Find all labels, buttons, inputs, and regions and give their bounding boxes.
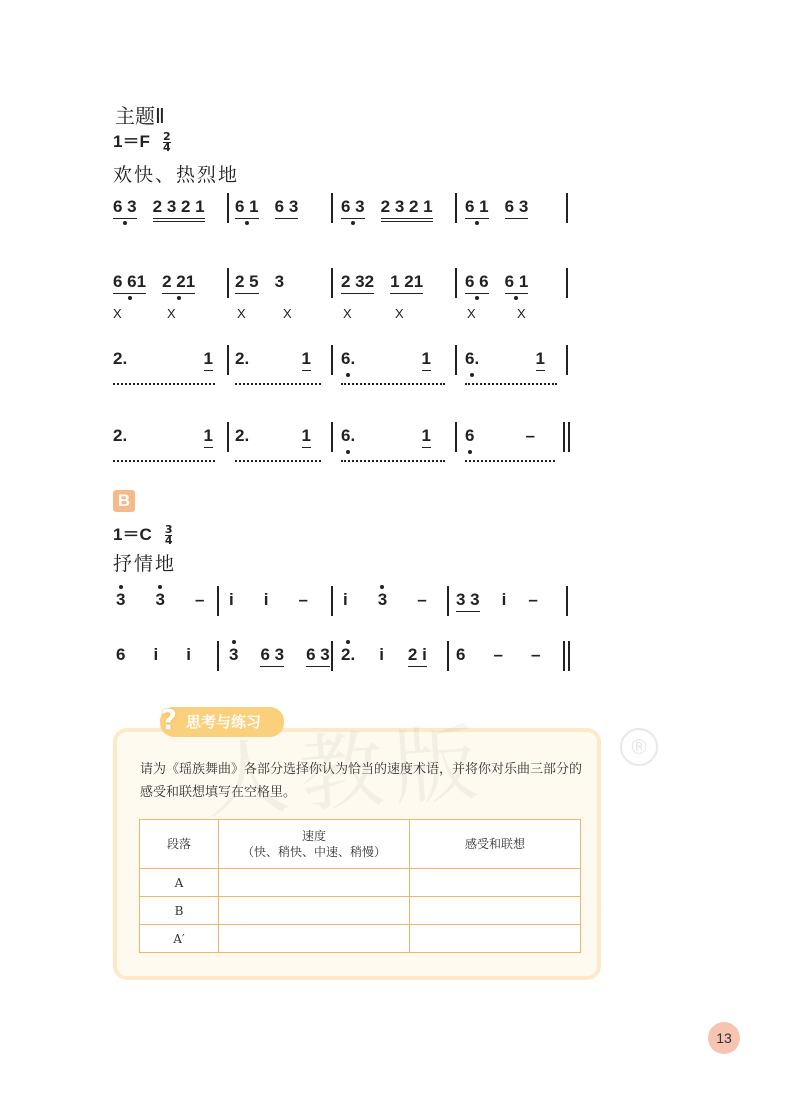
registered-mark: ® <box>620 728 658 766</box>
note-group <box>302 349 311 371</box>
x-mark: X <box>167 306 176 321</box>
header-tempo-line1: 速度 <box>301 829 326 843</box>
measure <box>235 272 284 300</box>
measure <box>116 590 204 618</box>
barline <box>331 586 333 616</box>
note: 6 3 <box>306 645 330 664</box>
note: 1 <box>421 426 431 445</box>
trill-line <box>341 379 445 385</box>
note-group <box>422 349 431 371</box>
score-row-2 <box>113 272 573 342</box>
section-label: A <box>140 869 219 897</box>
time-signature <box>165 525 173 546</box>
note-group <box>162 272 195 294</box>
barline <box>566 345 568 375</box>
note-group <box>306 645 330 667</box>
measure <box>341 197 433 225</box>
note: i <box>501 590 507 609</box>
note: 3 <box>229 645 239 664</box>
x-mark: X <box>237 306 246 321</box>
note: 2 3 2 1 <box>152 197 205 216</box>
note: 2 21 <box>162 272 196 291</box>
barline <box>227 345 229 375</box>
score-row-1 <box>113 197 573 267</box>
note: 6 3 <box>341 197 365 216</box>
note: 6 3 <box>504 197 529 216</box>
feelings-cell[interactable] <box>410 869 581 897</box>
note: 1 <box>421 349 431 368</box>
header-feelings: 感受和联想 <box>410 820 581 869</box>
measure <box>116 645 191 673</box>
barline <box>566 586 568 616</box>
note: 3 3 <box>456 590 480 609</box>
trill-line <box>235 456 321 462</box>
x-mark: X <box>395 306 404 321</box>
note: 6 3 <box>113 197 137 216</box>
trill-line <box>341 456 445 462</box>
barline <box>455 422 457 452</box>
note: i <box>343 590 348 609</box>
note: 2 32 <box>341 272 375 291</box>
x-mark: X <box>283 306 292 321</box>
measure <box>456 645 540 673</box>
note-group <box>390 272 423 294</box>
note-group <box>505 272 529 294</box>
time-signature <box>163 132 171 153</box>
note-group <box>341 197 365 219</box>
note: 2. <box>113 349 128 368</box>
note: 3 <box>155 590 165 609</box>
note: 6 61 <box>113 272 147 291</box>
barline <box>331 641 333 671</box>
note: 1 <box>301 349 311 368</box>
note: 1 <box>535 349 545 368</box>
final-barline <box>568 641 570 671</box>
final-barline <box>568 422 570 452</box>
note: – <box>194 590 205 609</box>
measure <box>229 590 308 618</box>
note: 6 1 <box>235 197 259 216</box>
barline <box>455 193 457 223</box>
note-group <box>456 590 480 612</box>
measure <box>343 590 427 618</box>
note: 6. <box>341 349 356 368</box>
note: 6 <box>116 645 126 664</box>
note: 2. <box>113 426 128 445</box>
note: 2. <box>341 645 356 664</box>
barline <box>566 193 568 223</box>
exercise-question: 请为《瑶族舞曲》各部分选择你认为恰当的速度术语，并将你对乐曲三部分的感受和联想填写在空格里。 <box>140 762 583 800</box>
note: i <box>229 590 234 609</box>
measure <box>341 349 431 377</box>
note: – <box>417 590 427 609</box>
header-tempo-line2: （快、稍快、中速、稍慢） <box>241 845 386 859</box>
meter-numerator: 3 <box>164 523 173 536</box>
note: 6 6 <box>465 272 489 291</box>
theme-title: 主题Ⅱ <box>115 104 165 128</box>
table-row <box>140 869 581 897</box>
table-header-row <box>140 820 581 869</box>
measure <box>341 272 423 300</box>
key-label: 1＝C <box>113 525 152 544</box>
note-group <box>204 349 213 371</box>
x-mark: X <box>343 306 352 321</box>
note: 6. <box>465 349 480 368</box>
note-group <box>260 645 284 667</box>
barline <box>566 268 568 298</box>
note-group <box>465 197 489 219</box>
measure <box>229 645 330 673</box>
measure <box>113 349 213 377</box>
theme-tempo: 欢快、热烈地 <box>113 164 240 186</box>
note: 1 <box>203 349 213 368</box>
note: i <box>186 645 191 664</box>
note-group <box>153 197 205 222</box>
measure <box>465 197 528 225</box>
note: 6 3 <box>274 197 299 216</box>
section-label: B <box>140 897 219 925</box>
note: 2 i <box>407 645 427 664</box>
header-section: 段落 <box>140 820 219 869</box>
measure <box>235 197 298 225</box>
note: 3 <box>274 272 285 291</box>
trill-line <box>235 379 321 385</box>
note-group <box>341 272 374 294</box>
measure <box>456 590 538 618</box>
note: – <box>530 645 541 664</box>
note-group <box>275 197 299 219</box>
barline <box>331 268 333 298</box>
note: 6 1 <box>504 272 529 291</box>
barline <box>227 193 229 223</box>
exercise-header <box>160 703 284 737</box>
exercise-header-label: 思考与练习 <box>186 713 262 731</box>
question-mark-icon: ? <box>160 703 178 736</box>
feelings-cell[interactable] <box>410 897 581 925</box>
barline <box>331 193 333 223</box>
exercise-table <box>139 819 581 953</box>
note-group <box>204 426 213 448</box>
barline <box>331 422 333 452</box>
x-mark: X <box>517 306 526 321</box>
note-group <box>381 197 433 222</box>
note: 6 <box>465 426 475 445</box>
note: 6 1 <box>465 197 489 216</box>
measure <box>235 349 311 377</box>
note-group <box>422 426 431 448</box>
barline <box>227 422 229 452</box>
note-group <box>235 197 259 219</box>
note: 6 <box>456 645 466 664</box>
note-group <box>235 272 259 294</box>
barline <box>331 345 333 375</box>
note: 6. <box>341 426 356 445</box>
x-mark: X <box>113 306 122 321</box>
measure <box>113 272 195 300</box>
feelings-cell[interactable] <box>410 925 581 953</box>
measure <box>465 272 528 300</box>
note-group <box>113 272 146 294</box>
theme-key-signature <box>113 127 171 153</box>
meter-numerator: 2 <box>162 130 171 143</box>
key-label: 1＝F <box>113 132 150 151</box>
barline <box>447 641 449 671</box>
score-row-3 <box>113 349 573 419</box>
note: i <box>263 590 269 609</box>
section-b-tag: B <box>113 490 135 512</box>
barline <box>217 586 219 616</box>
note-group <box>536 349 545 371</box>
trill-line <box>465 456 555 462</box>
table-row <box>140 897 581 925</box>
barline <box>447 586 449 616</box>
note: – <box>493 645 503 664</box>
note: – <box>528 590 538 609</box>
meter-denominator: 4 <box>164 534 173 547</box>
tempo-cell[interactable] <box>219 925 410 953</box>
barline <box>227 268 229 298</box>
note: 1 <box>301 426 311 445</box>
page-number: 13 <box>708 1022 740 1054</box>
barline <box>455 345 457 375</box>
barline <box>217 641 219 671</box>
section-label: A′ <box>140 925 219 953</box>
note: 6 3 <box>260 645 285 664</box>
measure <box>113 197 205 225</box>
note: 2 3 2 1 <box>380 197 433 216</box>
note-group <box>302 426 311 448</box>
note-group <box>465 272 489 294</box>
section-b-tempo: 抒情地 <box>113 553 177 575</box>
measure <box>113 426 213 454</box>
note: 3 <box>116 590 126 609</box>
barline <box>563 641 565 671</box>
note: 2. <box>235 426 250 445</box>
section-b-key-signature <box>113 520 172 546</box>
score-row-4 <box>113 426 573 496</box>
x-mark: X <box>467 306 476 321</box>
barline <box>455 268 457 298</box>
table-row <box>140 925 581 953</box>
measure <box>341 426 431 454</box>
note: 3 <box>377 590 388 609</box>
tempo-cell[interactable] <box>219 869 410 897</box>
note: 1 <box>203 426 213 445</box>
measure <box>341 645 427 673</box>
measure <box>235 426 311 454</box>
note: – <box>525 426 535 445</box>
note: – <box>298 590 308 609</box>
note: 1 21 <box>390 272 424 291</box>
barline <box>563 422 565 452</box>
measure <box>465 426 535 454</box>
note: i <box>153 645 159 664</box>
note: 2. <box>235 349 250 368</box>
note-group <box>113 197 137 219</box>
trill-line <box>113 379 215 385</box>
meter-denominator: 4 <box>162 141 171 154</box>
trill-line <box>113 456 215 462</box>
tempo-cell[interactable] <box>219 897 410 925</box>
trill-line <box>465 379 557 385</box>
note-group <box>408 645 427 667</box>
measure <box>465 349 545 377</box>
note: i <box>379 645 384 664</box>
note: 2 5 <box>235 272 259 291</box>
header-tempo <box>219 820 410 869</box>
note-group <box>505 197 529 219</box>
